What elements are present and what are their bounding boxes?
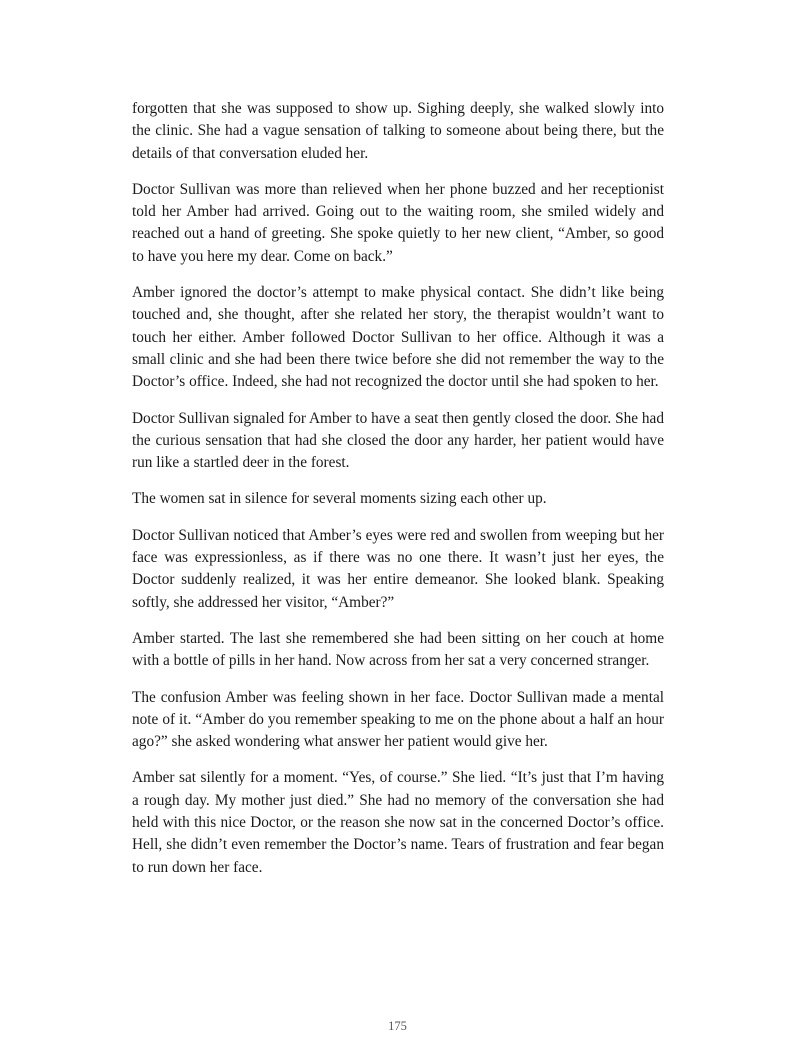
paragraph: Doctor Sullivan signaled for Amber to have a seat then gently closed the door. She had the curious sensation that had she closed the door any harder, her patient would have run like a startled deer in the forest. bbox=[132, 409, 664, 472]
paragraph: Amber sat silently for a moment. “Yes, of course.” She lied. “It’s just that I’m having a rough day. My mother just died.” She had no memory of the conversation she had held with this nice Doctor, or the reason she now sat in the concerned Doctor’s office. Hell, she didn’t even remember the Doctor’s name. Tears of frustration and fear began to run down her face. bbox=[132, 769, 664, 876]
paragraph: The women sat in silence for several moments sizing each other up. bbox=[132, 490, 547, 508]
page-body bbox=[132, 98, 664, 893]
paragraph: The confusion Amber was feeling shown in her face. Doctor Sullivan made a mental note of it. “Amber do you remember speaking to me on the phone about a half an hour ago?” she asked wondering what answer her patient would give her. bbox=[132, 688, 664, 751]
paragraph: Doctor Sullivan noticed that Amber’s eyes were red and swollen from weeping but her face was expressionless, as if there was no one there. It wasn’t just her eyes, the Doctor suddenly realized, it was her entire demeanor. She looked blank. Speaking softly, she addressed her visitor, “Amber?” bbox=[132, 526, 664, 611]
paragraph: forgotten that she was supposed to show up. Sighing deeply, she walked slowly into the clinic. She had a vague sensation of talking to someone about being there, but the details of that conversation eluded her. bbox=[132, 100, 664, 162]
paragraph: Doctor Sullivan was more than relieved when her phone buzzed and her receptionist told her Amber had arrived. Going out to the waiting room, she smiled widely and reached out a hand of greeting. She spoke quietly to her new client, “Amber, so good to have you here my dear. Come on back.” bbox=[132, 180, 664, 265]
page-number: 175 bbox=[388, 1019, 407, 1033]
paragraph: Amber started. The last she remembered she had been sitting on her couch at home with a bottle of pills in her hand. Now across from her sat a very concerned stranger. bbox=[132, 629, 664, 670]
paragraph: Amber ignored the doctor’s attempt to make physical contact. She didn’t like being touched and, she thought, after she related her story, the therapist wouldn’t want to touch her either. Amber followed Doctor Sullivan to her office. Although it was a small clinic and she had been there twice before she did not remember the way to the Doctor’s office. Indeed, she had not recognized the doctor until she had spoken to her. bbox=[132, 284, 664, 391]
